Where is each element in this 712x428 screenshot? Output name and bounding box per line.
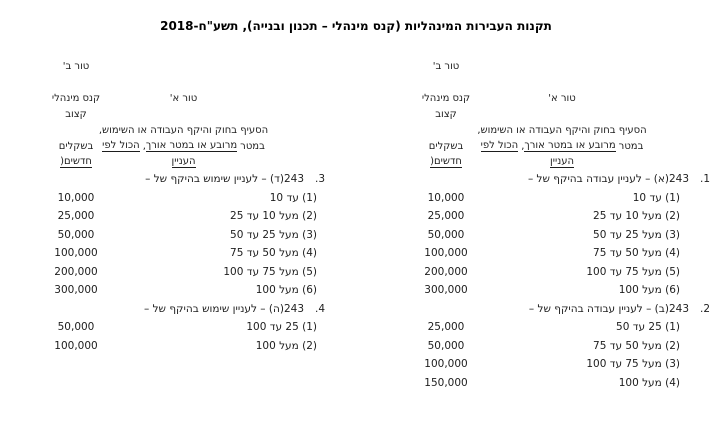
fine-amount: 200,000 (54, 265, 98, 278)
column-b-label: טור ב' (432, 60, 460, 72)
item-heading (400, 170, 712, 189)
table-row (30, 281, 325, 300)
item-rows (400, 189, 712, 300)
fine-amount: 50,000 (57, 228, 95, 241)
table-row (400, 263, 712, 282)
fine-amount: 25,000 (427, 210, 465, 222)
table-row (400, 374, 712, 393)
currency-note-line: בשקלים (428, 140, 464, 152)
scope-description: (5) מעל 75 עד 100 (223, 265, 317, 278)
table-row (400, 318, 712, 337)
item-text: 243(ב) – לעניין עבודה בהיקף של – (528, 302, 689, 315)
fine-amount: 10,000 (427, 191, 465, 204)
table-row (400, 355, 712, 374)
table-row (30, 263, 325, 282)
section-description-line: העניין (171, 156, 196, 167)
scope-description: (2) מעל 10 עד 25 (230, 210, 317, 222)
scope-description: (3) מעל 25 עד 50 (230, 228, 317, 241)
scope-description: (4) מעל 50 עד 75 (230, 247, 317, 259)
fine-amount: 50,000 (57, 321, 95, 333)
column-a-header (477, 58, 647, 170)
item-heading (400, 300, 712, 319)
currency-note-line (400, 154, 492, 170)
fine-amount: 50,000 (427, 228, 465, 241)
column-a-header (98, 58, 269, 170)
closing-paren: ) (60, 156, 64, 167)
item-heading (30, 170, 325, 189)
scope-description: (3) מעל 25 עד 50 (593, 228, 680, 241)
section-description-line: במטר מרובע או במטר אורך , הכול לפי (480, 140, 644, 152)
item-number: 3. (314, 173, 325, 185)
item-number: 2. (699, 302, 710, 315)
table-body (400, 170, 712, 392)
scope-description: (4) מעל 100 (618, 376, 680, 389)
fine-amount: 25,000 (57, 210, 95, 222)
table-row (400, 207, 712, 226)
scope-description: (6) מעל 100 (255, 284, 317, 296)
scope-description: (1) 25 עד 100 (246, 321, 317, 333)
page-title: תקנות העבירות המינהליות (קנס מינהלי – תכנון ובנייה), תשע"ח-2018 (160, 19, 552, 33)
currency-word: חדשים (63, 156, 92, 167)
scope-description: (3) מעל 75 עד 100 (586, 358, 680, 370)
fine-amount: 100,000 (54, 339, 98, 352)
fine-title-line: קצוב (65, 108, 87, 120)
scope-description: (1) 25 עד 50 (616, 321, 680, 333)
table-row (400, 189, 712, 208)
fine-amount: 50,000 (427, 339, 465, 352)
table-row (30, 337, 325, 356)
fine-amount: 200,000 (424, 265, 468, 278)
item-heading (30, 300, 325, 319)
currency-note-line (30, 154, 122, 170)
fine-amount: 300,000 (54, 284, 98, 296)
scope-description: (6) מעל 100 (618, 284, 680, 296)
item-rows (30, 318, 325, 355)
scope-description: (2) מעל 50 עד 75 (593, 339, 680, 352)
section-description-line: במטר מרובע או במטר אורך , הכול לפי (102, 140, 265, 152)
scope-description: (2) מעל 100 (255, 339, 317, 352)
item-text: 243(א) – לעניין עבודה בהיקף של – (527, 173, 689, 185)
table-row (30, 207, 325, 226)
column-b-header (30, 58, 122, 170)
item-rows (30, 189, 325, 300)
section-description-line: הסעיף בחוק והיקף העבודה או השימוש, (477, 124, 647, 136)
table-row (30, 318, 325, 337)
fine-amount: 100,000 (424, 358, 468, 370)
fine-amount: 25,000 (427, 321, 465, 333)
table-row (30, 189, 325, 208)
scope-description: (1) עד 10 (269, 191, 317, 204)
table-row (400, 281, 712, 300)
column-a-label: טור א' (169, 92, 198, 104)
item-text: 243(ה) – לעניין שימוש בהיקף של – (144, 302, 304, 315)
item-number: 4. (314, 302, 325, 315)
table-header (30, 55, 325, 170)
scope-description: (2) מעל 10 עד 25 (593, 210, 680, 222)
scope-description: (4) מעל 50 עד 75 (593, 247, 680, 259)
column-b-header (400, 58, 492, 170)
table-row (400, 337, 712, 356)
fine-amount: 10,000 (57, 191, 95, 204)
item-text: 243(ד) – לעניין שימוש בהיקף של – (145, 173, 304, 185)
closing-paren: ) (430, 156, 434, 167)
column-a-label: טור א' (548, 92, 576, 104)
table-header (400, 55, 712, 170)
fine-amount: 100,000 (54, 247, 98, 259)
section-description-line: הסעיף בחוק והיקף העבודה או השימוש, (98, 124, 269, 136)
fine-title-line: קצוב (435, 108, 457, 120)
currency-note-line: בשקלים (58, 140, 94, 152)
table-row (30, 244, 325, 263)
scope-description: (5) מעל 75 עד 100 (586, 265, 680, 278)
table-row (30, 226, 325, 245)
fine-amount: 150,000 (424, 376, 468, 389)
section-description-line: העניין (550, 156, 574, 167)
table-row (400, 226, 712, 245)
table-body (30, 170, 325, 355)
fine-title-line: קנס מינהלי (51, 92, 101, 104)
fine-title-line: קנס מינהלי (421, 92, 471, 104)
fine-amount: 300,000 (424, 284, 468, 296)
item-number: 1. (699, 173, 710, 185)
fine-amount: 100,000 (424, 247, 468, 259)
item-rows (400, 318, 712, 392)
scope-description: (1) עד 10 (632, 191, 680, 204)
table-row (400, 244, 712, 263)
currency-word: חדשים (433, 156, 462, 167)
column-b-label: טור ב' (62, 60, 90, 72)
